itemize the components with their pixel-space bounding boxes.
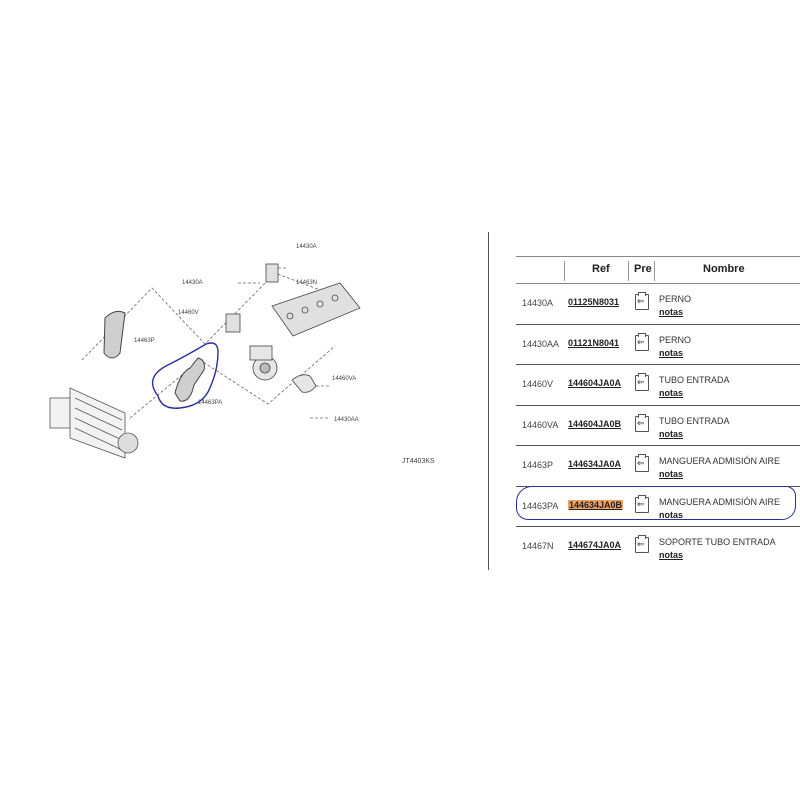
part-code: 14463PA xyxy=(522,500,559,511)
part-name: MANGUERA ADMISIÓN AIRE xyxy=(659,496,781,507)
notes-link[interactable]: notas xyxy=(659,509,684,520)
table-row xyxy=(516,446,800,487)
notes-link[interactable]: notas xyxy=(659,347,684,358)
header-separator xyxy=(654,261,655,281)
part-ref-link[interactable]: 144604JA0A xyxy=(568,378,622,388)
table-row xyxy=(516,527,800,567)
part-code: 14430A xyxy=(522,298,554,308)
parts-diagram xyxy=(10,228,480,478)
header-nombre: Nombre xyxy=(703,263,745,275)
part-name: MANGUERA ADMISIÓN AIRE xyxy=(659,456,781,466)
diagram-label: 14460VA xyxy=(332,376,357,382)
document-icon[interactable]: ⇐ xyxy=(635,537,649,553)
document-icon[interactable]: ⇐ xyxy=(635,294,649,310)
table-row xyxy=(516,325,800,366)
intercooler-drawing xyxy=(50,388,138,458)
document-icon[interactable]: ⇐ xyxy=(635,375,649,391)
table-header xyxy=(516,256,800,284)
header-ref: Ref xyxy=(592,263,610,275)
document-icon[interactable]: ⇐ xyxy=(635,335,649,351)
diagram-code: JT4403KS xyxy=(402,458,435,465)
part-code: 14467N xyxy=(522,541,554,551)
table-row xyxy=(516,406,800,447)
part-name: TUBO ENTRADA xyxy=(659,415,730,426)
diagram-label: 14430A xyxy=(296,244,317,250)
hose-14463pa xyxy=(175,358,204,401)
diagram-label: 14460V xyxy=(178,310,199,316)
table-row xyxy=(516,284,800,325)
part-code: 14460VA xyxy=(522,419,559,430)
hose-14463p xyxy=(104,311,125,358)
diagram-label: 14463PA xyxy=(198,400,223,406)
part-ref-link[interactable]: 01121N8041 xyxy=(568,337,620,348)
engine-drawing xyxy=(226,264,360,336)
notes-link[interactable]: notas xyxy=(659,428,684,439)
notes-link[interactable]: notas xyxy=(659,307,684,317)
document-icon[interactable]: ⇐ xyxy=(635,456,649,472)
diagram-label: 14430AA xyxy=(334,417,359,423)
part-code: 14463P xyxy=(522,460,554,470)
part-ref-link[interactable]: 144634JA0B xyxy=(569,499,623,510)
table-row xyxy=(516,365,800,406)
diagram-label: 14463N xyxy=(296,280,318,286)
header-separator xyxy=(628,261,629,281)
diagram-label: 14463P xyxy=(134,338,155,344)
diagram-label: 14430A xyxy=(182,280,203,286)
part-name: TUBO ENTRADA xyxy=(659,375,730,385)
notes-link[interactable]: notas xyxy=(659,388,684,398)
document-icon[interactable]: ⇐ xyxy=(635,497,649,513)
part-ref-link[interactable]: 144674JA0A xyxy=(568,540,622,550)
notes-link[interactable]: notas xyxy=(659,469,684,479)
header-separator xyxy=(564,261,565,281)
document-icon[interactable]: ⇐ xyxy=(635,416,649,432)
part-ref-link[interactable]: 144604JA0B xyxy=(568,418,622,429)
notes-link[interactable]: notas xyxy=(659,550,684,560)
part-ref-link[interactable]: 01125N8031 xyxy=(568,297,620,307)
part-name: PERNO xyxy=(659,334,692,345)
vertical-divider xyxy=(488,232,489,570)
header-pre: Pre xyxy=(634,263,652,275)
part-name: SOPORTE TUBO ENTRADA xyxy=(659,537,776,547)
part-ref-link[interactable]: 144634JA0A xyxy=(568,459,622,469)
hand-drawn-circle-mark xyxy=(516,486,796,520)
part-name: PERNO xyxy=(659,294,692,304)
part-code: 14430AA xyxy=(522,338,560,349)
turbo-drawing xyxy=(250,346,316,392)
part-code: 14460V xyxy=(522,379,554,389)
